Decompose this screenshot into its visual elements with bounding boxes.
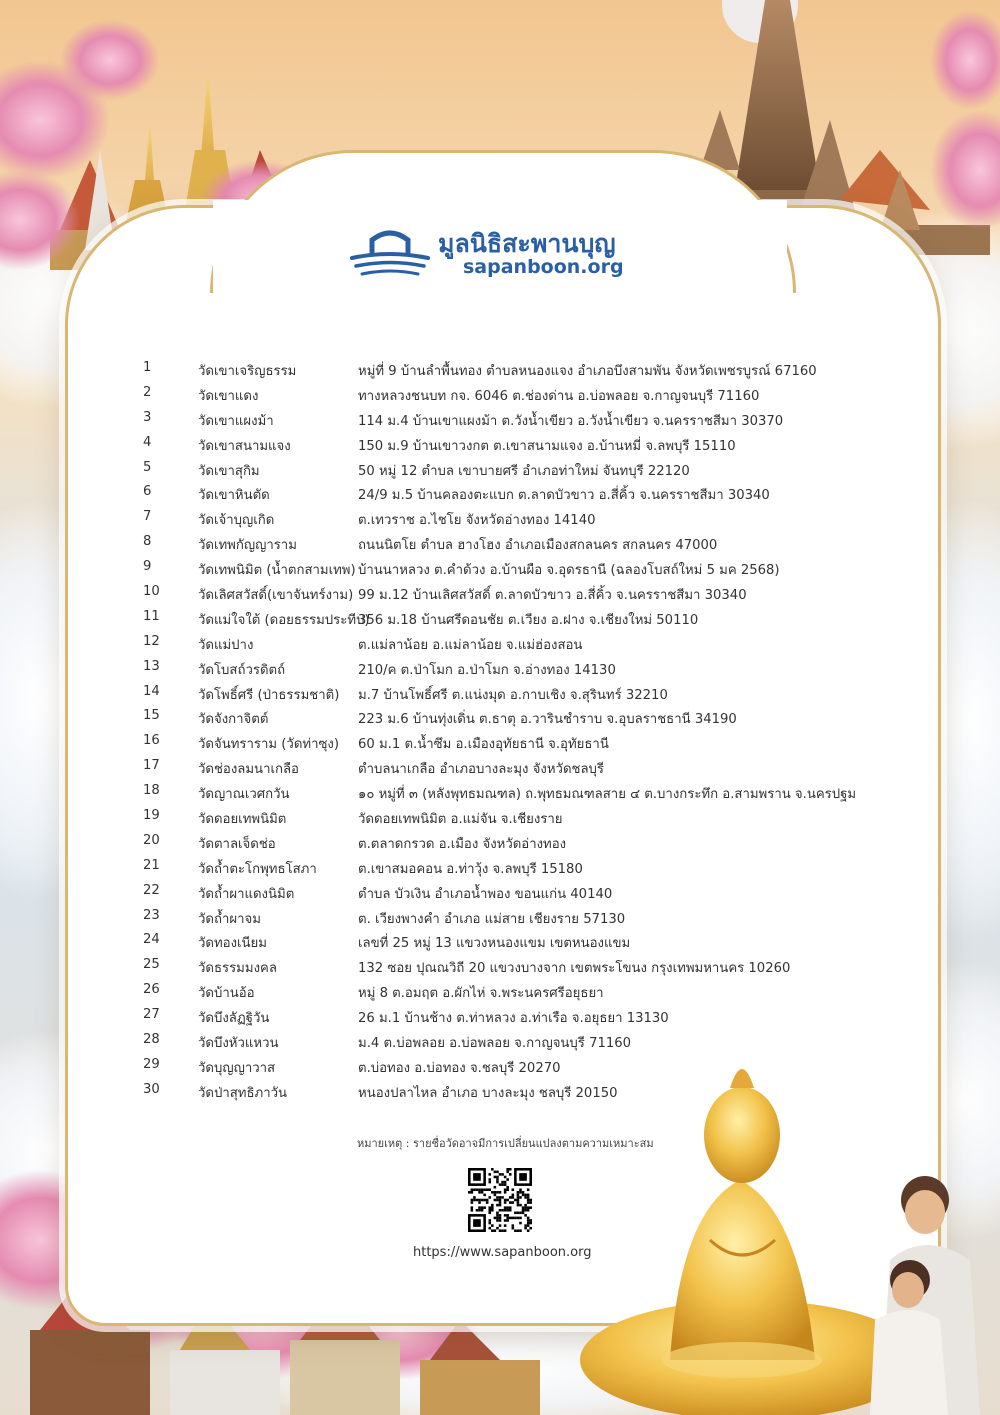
- temple-address: ต.เขาสมอคอน อ.ท่าวุ้ง จ.ลพบุรี 15180: [358, 861, 583, 877]
- temple-number: 3: [143, 409, 152, 425]
- temple-name: วัดเขาแดง: [198, 388, 259, 404]
- temple-number: 9: [143, 559, 152, 575]
- foundation-logo: [350, 222, 650, 282]
- temple-row: [143, 557, 903, 582]
- temple-address: 26 ม.1 บ้านช้าง ต.ท่าหลวง อ.ท่าเรือ จ.อยุธยา 13130: [358, 1011, 669, 1027]
- temple-number: 12: [143, 633, 160, 649]
- temple-address: ถนนนิตโย ตำบล ฮางโฮง อำเภอเมืองสกลนคร สกลนคร 47000: [358, 538, 718, 554]
- temple-name: วัดเขาเจริญธรรม: [198, 364, 297, 379]
- temple-row: [143, 582, 903, 607]
- temple-row: [143, 607, 903, 632]
- temple-list: [143, 358, 903, 1105]
- temple-number: 30: [143, 1081, 160, 1097]
- temple-row: [143, 856, 903, 881]
- temple-address: ต.บ่อทอง อ.บ่อทอง จ.ชลบุรี 20270: [358, 1060, 561, 1076]
- temple-name: วัดทองเนียม: [198, 936, 267, 952]
- temple-name: วัดธรรมมงคล: [198, 961, 277, 977]
- qr-code[interactable]: [468, 1168, 532, 1232]
- temple-address: 50 หมู่ 12 ตำบล เขาบายศรี อำเภอท่าใหม่ จันทบุรี 22120: [358, 463, 690, 479]
- temple-address: ๑๐ หมู่ที่ ๓ (หลังพุทธมณฑล) ถ.พุทธมณฑลสาย ๔ ต.บางกระทึก อ.สามพราน จ.นครปฐม: [358, 787, 857, 803]
- temple-address: ต.แม่ลาน้อย อ.แม่ลาน้อย จ.แม่ฮ่องสอน: [358, 637, 583, 653]
- temple-number: 26: [143, 982, 160, 998]
- temple-name: วัดบุญญาวาส: [198, 1060, 276, 1076]
- temple-name: วัดช่องลมนาเกลือ: [198, 762, 299, 778]
- temple-address: ตำบล บัวเงิน อำเภอน้ำพอง ขอนแก่น 40140: [358, 886, 613, 902]
- temple-name: วัดบึงลัฏฐิวัน: [198, 1011, 270, 1027]
- temple-name: วัดจังกาจิตต์: [198, 712, 269, 728]
- footnote: หมายเหตุ : รายชื่อวัดอาจมีการเปลี่ยนแปลงตามความเหมาะสม: [357, 1137, 654, 1150]
- temple-address: ต.ตลาดกรวด อ.เมือง จังหวัดอ่างทอง: [358, 836, 567, 852]
- temple-address: 99 ม.12 บ้านเลิศสวัสดิ์ ต.ลาดบัวขาว อ.สี่คิ้ว จ.นครราชสีมา 30340: [358, 588, 747, 604]
- temple-address: วัดดอยเทพนิมิต อ.แม่จัน จ.เชียงราย: [358, 812, 563, 828]
- temple-address: 24/9 ม.5 บ้านคลองตะแบก ต.ลาดบัวขาว อ.สี่คิ้ว จ.นครราชสีมา 30340: [358, 488, 770, 504]
- temple-name: วัดเทพนิมิต (น้ำตกสามเทพ): [198, 563, 356, 579]
- temple-name: วัดถ้ำตะโกพุทธโสภา: [198, 861, 317, 877]
- temple-row: [143, 955, 903, 980]
- temple-number: 15: [143, 708, 160, 724]
- temple-address: หมู่ที่ 9 บ้านลำพื้นทอง ตำบลหนองแจง อำเภอบึงสามพัน จังหวัดเพชรบูรณ์ 67160: [358, 364, 817, 379]
- temple-row: [143, 358, 903, 383]
- temple-name: วัดบึงหัวแหวน: [198, 1036, 279, 1052]
- temple-row: [143, 408, 903, 433]
- temple-address: ม.4 ต.บ่อพลอย อ.บ่อพลอย จ.กาญจนบุรี 71160: [358, 1036, 632, 1052]
- temple-row: [143, 657, 903, 682]
- temple-number: 1: [143, 360, 152, 375]
- temple-name: วัดถ้ำผาแดงนิมิต: [198, 886, 295, 902]
- temple-address: 223 ม.6 บ้านทุ่งเดิ่น ต.ธาตุ อ.วารินชำราบ จ.อุบลราชธานี 34190: [358, 712, 737, 728]
- temple-number: 18: [143, 783, 160, 799]
- temple-address: หมู่ 8 ต.อมฤต อ.ผักไห่ จ.พระนครศรีอยุธยา: [358, 986, 604, 1002]
- temple-address: 132 ซอย ปุณณวิถี 20 แขวงบางจาก เขตพระโขนง กรุงเทพมหานคร 10260: [358, 961, 791, 977]
- temple-number: 17: [143, 758, 160, 774]
- temple-name: วัดเทพกัญญาราม: [198, 538, 297, 554]
- temple-row: [143, 482, 903, 507]
- temple-row: [143, 632, 903, 657]
- temple-row: [143, 930, 903, 955]
- temple-number: 21: [143, 857, 160, 873]
- temple-address: 356 ม.18 บ้านศรีดอนชัย ต.เวียง อ.ฝาง จ.เชียงใหม่ 50110: [358, 612, 699, 628]
- temple-row: [143, 756, 903, 781]
- temple-number: 28: [143, 1032, 160, 1048]
- temple-number: 23: [143, 907, 160, 923]
- temple-row: [143, 507, 903, 532]
- temple-number: 11: [143, 608, 160, 624]
- temple-row: [143, 1005, 903, 1030]
- temple-address: ม.7 บ้านโพธิ์ศรี ต.แน่งมุด อ.กาบเชิง จ.สุรินทร์ 32210: [358, 687, 668, 703]
- temple-name: วัดถ้ำผาจม: [198, 911, 261, 927]
- temple-number: 14: [143, 683, 160, 699]
- temple-number: 10: [143, 584, 160, 600]
- temple-row: [143, 881, 903, 906]
- temple-name: วัดโบสถ์วรดิตถ์: [198, 662, 286, 678]
- foundation-name-thai: มูลนิธิสะพานบุญ: [438, 229, 616, 258]
- temple-number: 20: [143, 832, 160, 848]
- temple-address: 150 ม.9 บ้านเขาวงกต ต.เขาสนามแจง อ.บ้านหมี่ จ.ลพบุรี 15110: [358, 438, 736, 454]
- temple-number: 22: [143, 882, 160, 898]
- temple-row: [143, 980, 903, 1005]
- worshippers-illustration: [830, 1170, 1000, 1415]
- temple-address: 60 ม.1 ต.น้ำซึม อ.เมืองอุทัยธานี จ.อุทัยธานี: [358, 737, 609, 753]
- temple-number: 19: [143, 808, 160, 824]
- temple-number: 6: [143, 484, 152, 500]
- temple-number: 5: [143, 459, 152, 475]
- temple-name: วัดดอยเทพนิมิต: [198, 812, 287, 828]
- temple-address: ทางหลวงชนบท กจ. 6046 ต.ช่องด่าน อ.บ่อพลอย จ.กาญจนบุรี 71160: [358, 388, 760, 404]
- temple-address: 210/ค ต.ป่าโมก อ.ป่าโมก จ.อ่างทอง 14130: [358, 662, 616, 678]
- temple-number: 13: [143, 658, 160, 674]
- temple-name: วัดแม่ปาง: [198, 637, 254, 653]
- temple-row: [143, 1030, 903, 1055]
- temple-row: [143, 831, 903, 856]
- temple-name: วัดเขาหินตัด: [198, 488, 270, 504]
- temple-address: เลขที่ 25 หมู่ 13 แขวงหนองแขม เขตหนองแขม: [358, 936, 631, 952]
- temple-address: ต. เวียงพางคำ อำเภอ แม่สาย เชียงราย 57130: [358, 911, 626, 927]
- temple-name: วัดเขาสนามแจง: [198, 438, 291, 454]
- temple-name: วัดญาณเวศกวัน: [198, 787, 290, 803]
- temple-row: [143, 433, 903, 458]
- temple-number: 2: [143, 384, 152, 400]
- temple-row: [143, 731, 903, 756]
- temple-name: วัดเขาแผงม้า: [198, 413, 274, 429]
- temple-address: บ้านนาหลวง ต.คำด้วง อ.บ้านผือ จ.อุดรธานี (ฉลองโบสถ์ใหม่ 5 มค 2568): [358, 563, 780, 579]
- temple-row: [143, 383, 903, 408]
- temple-address: ต.เทวราช อ.ไชโย จังหวัดอ่างทอง 14140: [358, 513, 596, 529]
- temple-number: 4: [143, 434, 152, 450]
- temple-name: วัดแม่ใจใต้ (ดอยธรรมประทีป): [198, 612, 370, 628]
- temple-row: [143, 781, 903, 806]
- temple-name: วัดป่าสุทธิภาวัน: [198, 1085, 288, 1101]
- temple-name: วัดเลิศสวัสดิ์(เขาจันทร์งาม): [198, 588, 354, 604]
- temple-name: วัดเขาสุกิม: [198, 463, 260, 479]
- temple-number: 8: [143, 534, 152, 550]
- temple-row: [143, 806, 903, 831]
- temple-address: ตำบลนาเกลือ อำเภอบางละมุง จังหวัดชลบุรี: [358, 762, 604, 778]
- temple-number: 25: [143, 957, 160, 973]
- temple-row: [143, 458, 903, 483]
- temple-number: 29: [143, 1056, 160, 1072]
- website-url[interactable]: https://www.sapanboon.org: [413, 1245, 592, 1260]
- temple-address: หนองปลาไหล อำเภอ บางละมุง ชลบุรี 20150: [358, 1085, 618, 1101]
- temple-name: วัดจันทราราม (วัดท่าซุง): [198, 737, 340, 753]
- temple-row: [143, 906, 903, 931]
- temple-row: [143, 682, 903, 707]
- temple-number: 7: [143, 509, 152, 525]
- bridge-logo-icon: [350, 224, 430, 279]
- temple-number: 24: [143, 932, 160, 948]
- temple-name: วัดเจ้าบุญเกิด: [198, 513, 275, 529]
- temple-name: วัดบ้านอ้อ: [198, 986, 255, 1002]
- temple-name: วัดโพธิ์ศรี (ป่าธรรมชาติ): [198, 687, 340, 703]
- temple-address: 114 ม.4 บ้านเขาแผงม้า ต.วังน้ำเขียว อ.วังน้ำเขียว จ.นครราชสีมา 30370: [358, 413, 784, 429]
- foundation-domain: sapanboon.org: [463, 256, 624, 278]
- temple-number: 27: [143, 1007, 160, 1023]
- temple-row: [143, 532, 903, 557]
- temple-name: วัดตาลเจ็ดช่อ: [198, 836, 276, 852]
- temple-row: [143, 706, 903, 731]
- temple-number: 16: [143, 733, 160, 749]
